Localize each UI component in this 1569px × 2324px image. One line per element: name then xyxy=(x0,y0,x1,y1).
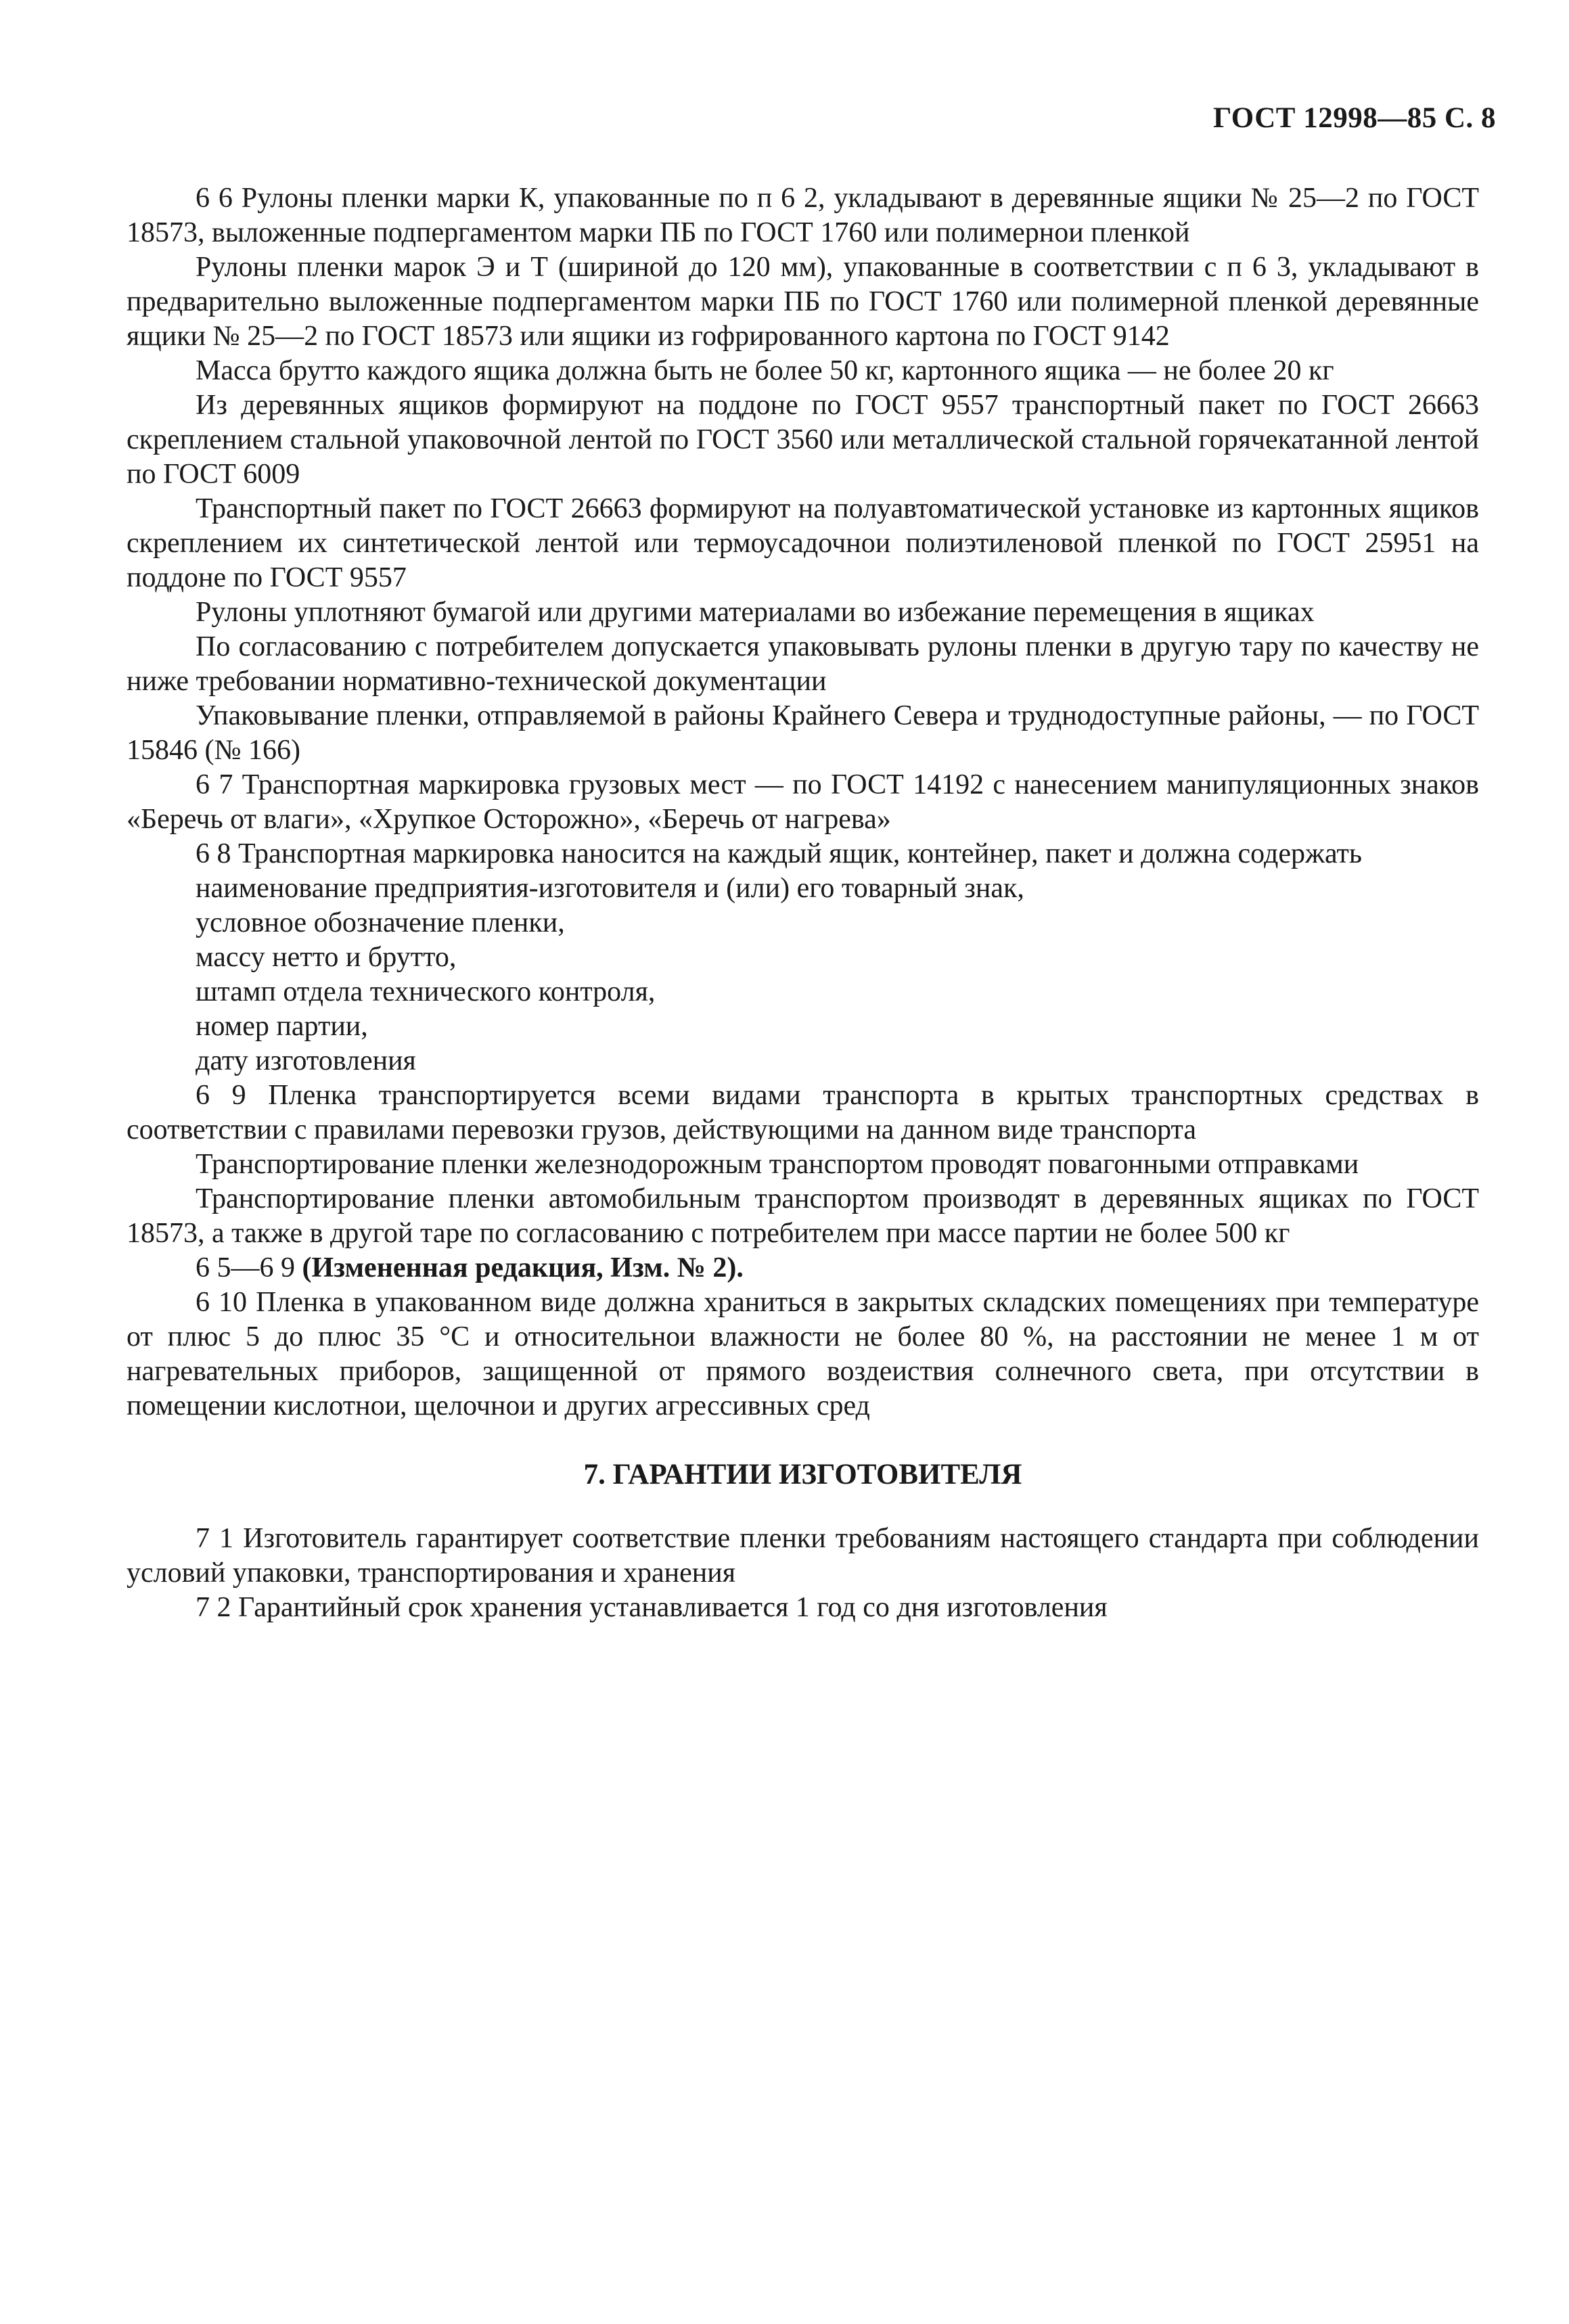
paragraph-6-10: 6 10 Пленка в упакованном виде должна храниться в закрытых складских помещениях при температуре от плюс 5 до плюс 35 °С и относительнои влажности не более 80 %, на расстоянии не менее 1 м от нагревательных приборов, защищенной от прямого воздеиствия солнечного света, при отсутствии в помещении кислотнои, щелочнои и других агрессивных сред xyxy=(127,1287,1479,1421)
marking-item: наименование предприятия-изготовителя и (или) его товарный знак, xyxy=(196,873,1024,904)
marking-item: условное обозначение пленки, xyxy=(196,907,565,938)
page-header: ГОСТ 12998—85 С. 8 xyxy=(1212,102,1496,134)
paragraph-6-8: 6 8 Транспортная маркировка наносится на каждый ящик, контейнер, пакет и должна содержать xyxy=(196,838,1363,869)
amendment-range: 6 5—6 9 xyxy=(196,1252,302,1283)
paragraph-amendment xyxy=(127,1251,1479,1285)
marking-item: дату изготовления xyxy=(196,1045,416,1076)
paragraph-6-6-rolls-e-t: Рулоны пленки марок Э и Т (шириной до 120 мм), упакованные в соответствии с п 6 3, укладывают в предварительно выложенные подпергаментом марки ПБ по ГОСТ 1760 или полимерной пленкой деревянные ящики № 25—2 по ГОСТ 18573 или ящики из гофрированного картона по ГОСТ 9142 xyxy=(127,252,1479,352)
marking-item: массу нетто и брутто, xyxy=(196,942,457,973)
paragraph-6-6-other-package: По согласованию с потребителем допускается упаковывать рулоны пленки в другую тару по качеству не ниже требовании нормативно-технической документации xyxy=(127,631,1479,697)
paragraph-7-1: 7 1 Изготовитель гарантирует соответствие пленки требованиям настоящего стандарта при соблюдении условий упаковки, транспортирования и хранения xyxy=(127,1523,1479,1589)
document-body xyxy=(127,181,1479,1625)
section-7-title: 7. ГАРАНТИИ ИЗГОТОВИТЕЛЯ xyxy=(583,1459,1022,1490)
paragraph-6-9-railway: Транспортирование пленки железнодорожным транспортом проводят повагонными отправками xyxy=(196,1149,1359,1180)
paragraph-6-9-automobile: Транспортирование пленки автомобильным транспортом производят в деревянных ящиках по ГОСТ 18573, а также в другой таре по согласованию с потребителем при массе партии не более 500 кг xyxy=(127,1183,1479,1249)
paragraph-6-6-far-north: Упаковывание пленки, отправляемой в районы Крайнего Севера и труднодоступные районы, — по ГОСТ 15846 (№ 166) xyxy=(127,700,1479,766)
paragraph-6-6: 6 6 Рулоны пленки марки К, упакованные по п 6 2, укладывают в деревянные ящики № 25—2 по ГОСТ 18573, выложенные подпергаментом марки ПБ по ГОСТ 1760 или полимернои пленкой xyxy=(127,183,1479,248)
paragraph-7-2: 7 2 Гарантийный срок хранения устанавливается 1 год со дня изготовления xyxy=(196,1592,1108,1623)
amendment-note: (Измененная редакция, Изм. № 2). xyxy=(302,1252,744,1283)
paragraph-6-6-gross-mass: Масса брутто каждого ящика должна быть не более 50 кг, картонного ящика — не более 20 кг xyxy=(196,355,1334,386)
paragraph-6-6-wooden-boxes: Из деревянных ящиков формируют на поддоне по ГОСТ 9557 транспортный пакет по ГОСТ 26663 скреплением стальной упаковочной лентой по ГОСТ 3560 или металлической стальной горячекатанной лентой по ГОСТ 6009 xyxy=(127,390,1479,490)
paragraph-6-7: 6 7 Транспортная маркировка грузовых мест — по ГОСТ 14192 с нанесением манипуляционных знаков «Беречь от влаги», «Хрупкое Осторожно», «Беречь от нагрева» xyxy=(127,769,1479,835)
marking-item: штамп отдела технического контроля, xyxy=(196,976,656,1007)
paragraph-6-6-transport-pack: Транспортный пакет по ГОСТ 26663 формируют на полуавтоматической установке из картонных ящиков скреплением их синтетической лентой или термоусадочнои полиэтиленовой пленкой по ГОСТ 25951 на поддоне по ГОСТ 9557 xyxy=(127,493,1479,593)
paragraph-6-6-sealing: Рулоны уплотняют бумагой или другими материалами во избежание перемещения в ящиках xyxy=(196,597,1315,628)
marking-item: номер партии, xyxy=(196,1011,368,1042)
paragraph-6-9: 6 9 Пленка транспортируется всеми видами транспорта в крытых транспортных средствах в соответствии с правилами перевозки грузов, действующими на данном виде транспорта xyxy=(127,1080,1479,1145)
